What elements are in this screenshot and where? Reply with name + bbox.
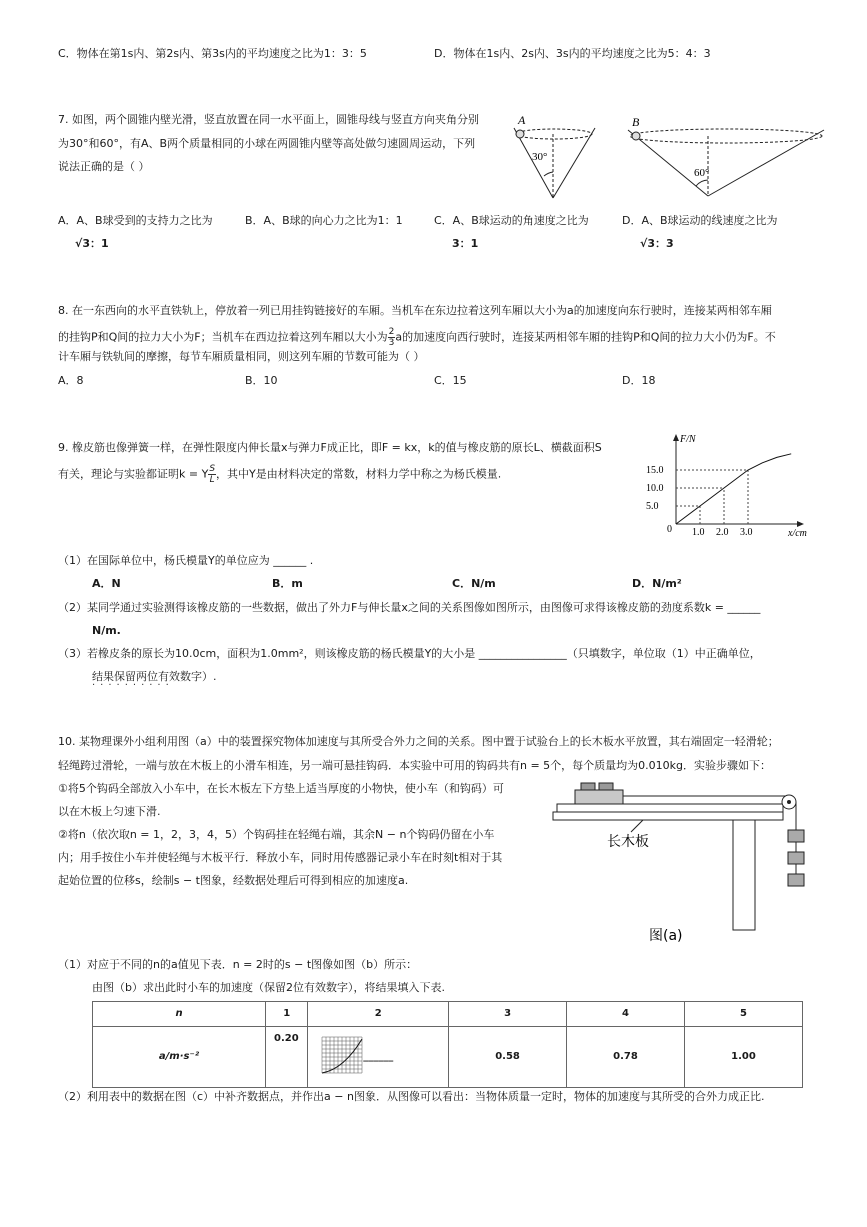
q7-option-c-ratio: 3：1 — [452, 237, 479, 250]
y-tick-10.0: 10.0 — [646, 483, 664, 494]
q9-sub1-option-c: C．N/m — [452, 577, 496, 590]
x-tick-1.0: 1.0 — [692, 527, 705, 538]
cart-weight-2 — [599, 783, 613, 790]
q9-emphasis-dots: ·········· — [92, 680, 174, 691]
y-tick-5.0: 5.0 — [646, 501, 659, 512]
table-header-col-1: 1 — [266, 1002, 308, 1027]
q7-option-d: D．A、B球运动的线速度之比为 — [622, 214, 778, 227]
table-cell-n4: 0.78 — [567, 1027, 685, 1088]
cart-weight-1 — [581, 783, 595, 790]
x-tick-3.0: 3.0 — [740, 527, 753, 538]
y-axis-label: F/N — [680, 434, 696, 445]
cone-a-angle: 30° — [532, 151, 548, 163]
table-top — [553, 812, 783, 820]
table-cell-n1 — [266, 1027, 308, 1088]
q7-option-a-ratio: √3：1 — [75, 237, 109, 250]
q8-frac-den: 3 — [388, 338, 395, 348]
apparatus-figure-a — [545, 768, 835, 946]
table-cell-n3: 0.58 — [449, 1027, 567, 1088]
q10-sub1-line1: （1）对应于不同的n的a值见下表．n = 2时的s − t图像如图（b）所示： — [58, 958, 418, 971]
q7-option-b: B．A、B球的向心力之比为1：1 — [245, 214, 403, 227]
origin-label: 0 — [667, 524, 672, 535]
table-header-col-2: 2 — [308, 1002, 449, 1027]
q9-frac-den: L — [209, 475, 215, 485]
q9-sub1-option-a: A．N — [92, 577, 121, 590]
cone-b-angle: 60° — [694, 167, 710, 179]
table-value-label: a/m·s⁻² — [93, 1027, 266, 1088]
q7-option-c: C．A、B球运动的角速度之比为 — [434, 214, 589, 227]
q7-stem-line3: 说法正确的是（ ） — [58, 160, 150, 173]
q8-option-a: A．8 — [58, 374, 84, 387]
q7-stem-line2: 为30°和60°，有A、B两个质量相同的小球在两圆锥内壁等高处做匀速圆周运动，下列 — [58, 137, 476, 150]
y-tick-15.0: 15.0 — [646, 465, 664, 476]
x-axis-label: x/cm — [788, 528, 807, 539]
q8-line2-part1: 的挂钩P和Q间的拉力大小为F；当机车在西边拉着这列车厢以大小为 — [58, 330, 388, 344]
q9-sub1: （1）在国际单位中，杨氏模量Y的单位应为 ______ . — [58, 554, 314, 567]
series-curve-F-x — [676, 454, 791, 524]
cone-b — [628, 115, 824, 196]
hanging-weight-3 — [788, 874, 804, 886]
q9-stem-line1: 9. 橡皮筋也像弹簧一样，在弹性限度内伸长量x与弹力F成正比，即F = kx，k的值与橡皮筋的原长L、横截面积S — [58, 441, 602, 454]
cart — [575, 790, 623, 804]
q9-sub2-line1: （2）某同学通过实验测得该橡皮筋的一些数据，做出了外力F与伸长量x之间的关系图像如图所示，由图像可求得该橡皮筋的劲度系数k = ______ — [58, 601, 761, 614]
cone-a-label: A — [518, 113, 526, 127]
figure-a-caption: 图(a) — [649, 928, 683, 944]
q10-stem-line2: 轻绳跨过滑轮，一端与放在木板上的小滑车相连，另一端可悬挂钩码．本实验中可用的钩码共有n = 5个，每个质量均为0.010kg．实验步骤如下： — [58, 759, 772, 772]
table-header-col-5: 5 — [685, 1002, 803, 1027]
q10-step1-line1: ①将5个钩码全部放入小车中，在长木板左下方垫上适当厚度的小物快，使小车（和钩码）可 — [58, 782, 504, 795]
cone-b-label: B — [632, 115, 640, 129]
q9-sub3-line2: 结果保留两位有效数字）. — [92, 670, 217, 683]
table-value-row — [93, 1027, 803, 1088]
force-extension-chart — [640, 428, 815, 540]
cone-a — [514, 113, 595, 198]
q10-step2-line2: 内；用手按住小车并使轻绳与木板平行．释放小车，同时用传感器记录小车在时刻t相对于其 — [58, 851, 503, 864]
q8-option-c: C．15 — [434, 374, 467, 387]
q9-line2-part1: 有关，理论与实验都证明k = Y — [58, 467, 209, 481]
q6-option-c: C．物体在第1s内、第2s内、第3s内的平均速度之比为1：3：5 — [58, 47, 367, 60]
q10-sub2: （2）利用表中的数据在图（c）中补齐数据点，并作出a − n图象．从图像可以看出：当物体质量一定时，物体的加速度与其所受的合外力成正比. — [58, 1090, 765, 1103]
q9-stem-line2 — [58, 464, 501, 485]
q6-option-d: D．物体在1s内、2s内、3s内的平均速度之比为5：4：3 — [434, 47, 711, 60]
q8-stem-line3: 计车厢与铁轨间的摩擦，每节车厢质量相同，则这列车厢的节数可能为（ ） — [58, 350, 425, 363]
q10-step2-line1: ②将n（依次取n = 1，2，3，4，5）个钩码挂在轻绳右端，其余N − n个钩码仍留在小车 — [58, 828, 495, 841]
q8-stem-line1: 8. 在一东西向的水平直铁轨上，停放着一列已用挂钩链接好的车厢。当机车在东边拉着这列车厢以大小为a的加速度向东行驶时，连接某两相邻车厢 — [58, 304, 772, 317]
q8-option-b: B．10 — [245, 374, 278, 387]
q9-sub2-line2: N/m. — [92, 624, 121, 637]
q9-frac-num: S — [209, 464, 216, 474]
q7-stem-line1: 7. 如图，两个圆锥内壁光滑，竖直放置在同一水平面上，圆锥母线与竖直方向夹角分别 — [58, 113, 479, 126]
table-header-col-3: 3 — [449, 1002, 567, 1027]
q10-step1-line2: 以在木板上匀速下滑. — [58, 805, 161, 818]
q8-stem-line2 — [58, 327, 776, 348]
q9-sub1-option-d: D．N/m² — [632, 577, 682, 590]
board-label: 长木板 — [607, 834, 649, 850]
graph-b-thumbnail — [318, 1033, 366, 1077]
x-tick-2.0: 2.0 — [716, 527, 729, 538]
q7-option-d-ratio: √3：3 — [640, 237, 674, 250]
q8-line2-part2: a的加速度向西行驶时，连接某两相邻车厢的挂钩P和Q间的拉力大小仍为F。不 — [395, 330, 776, 344]
table-cell-n2: ______ — [308, 1027, 449, 1088]
q10-stem-line1: 10. 某物理课外小组利用图（a）中的装置探究物体加速度与其所受合外力之间的关系。图中置于试验台上的长木板水平放置，其右端固定一轻滑轮； — [58, 735, 779, 748]
q9-sub3-line1: （3）若橡皮条的原长为10.0cm，面积为1.0mm²，则该橡皮筋的杨氏模量Y的大小是 ________________（只填数字，单位取（1）中正确单位， — [58, 647, 761, 660]
q9-sub1-option-b: B．m — [272, 577, 303, 590]
table-header-n: n — [93, 1002, 266, 1027]
q8-frac-num: 2 — [388, 327, 395, 337]
acceleration-table — [92, 1001, 803, 1088]
hanging-weight-2 — [788, 852, 804, 864]
hanging-weight-1 — [788, 830, 804, 842]
long-board — [557, 804, 783, 812]
q10-step2-line3: 起始位置的位移s，绘制s − t图象，经数据处理后可得到相应的加速度a. — [58, 874, 409, 887]
table-header-row — [93, 1002, 803, 1027]
value-n1: 0.20 — [274, 1033, 299, 1044]
q7-cone-figure — [508, 112, 838, 204]
y-axis-arrow — [673, 434, 679, 441]
q7-option-a: A．A、B球受到的支持力之比为 — [58, 214, 213, 227]
q9-line2-part2: ，其中Y是由材料决定的常数，材料力学中称之为杨氏模量. — [216, 467, 502, 481]
table-cell-n5: 1.00 — [685, 1027, 803, 1088]
q10-sub1-line2: 由图（b）求出此时小车的加速度（保留2位有效数字），将结果填入下表. — [92, 981, 445, 994]
q9-fraction — [208, 464, 216, 485]
q8-option-d: D．18 — [622, 374, 656, 387]
table-leg — [733, 820, 755, 930]
x-axis-arrow — [797, 521, 804, 527]
table-header-col-4: 4 — [567, 1002, 685, 1027]
